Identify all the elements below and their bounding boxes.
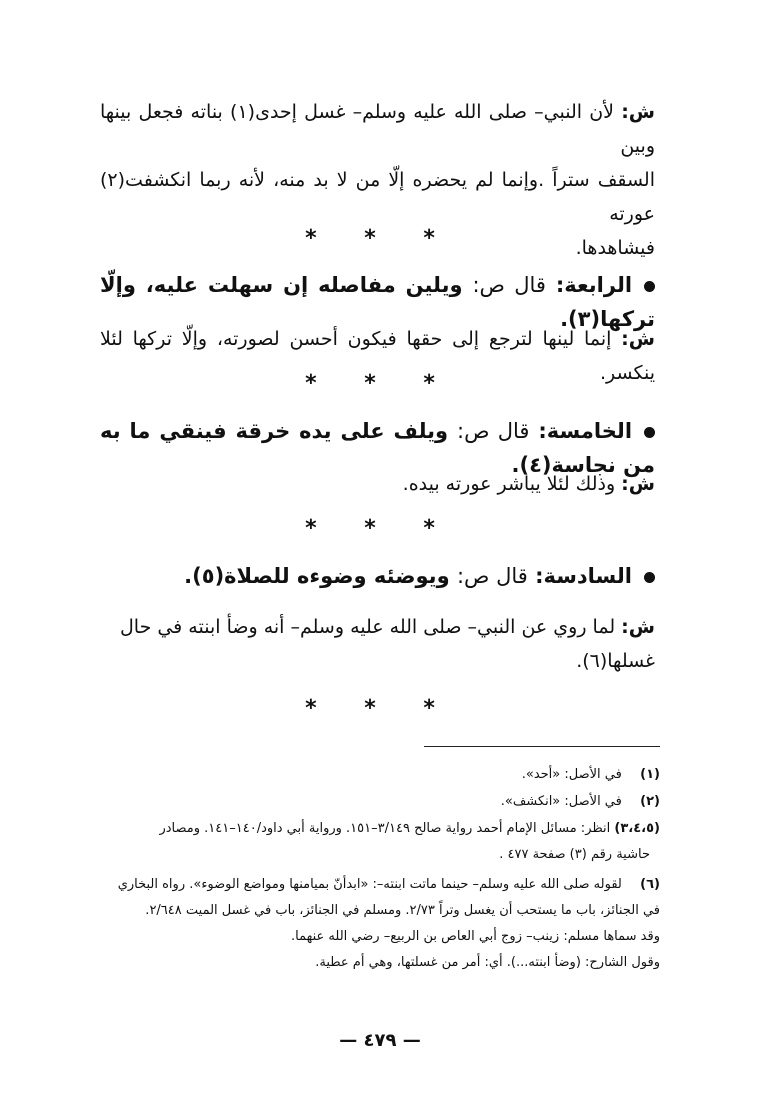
section-title: الخامسة:: [538, 419, 633, 443]
commentary-marker: ش:: [621, 101, 656, 123]
section-divider-stars: * * *: [305, 226, 455, 251]
commentary-marker: ش:: [621, 473, 655, 495]
footnote-6: [90, 872, 660, 976]
paragraph-line: [100, 95, 655, 163]
section-text: ويلف على يده خرقة فينقي ما به من نجاسة(٤).: [100, 419, 655, 477]
page-number: — ٤٧٩ —: [339, 1030, 421, 1051]
footnote-text: وقد سماها مسلم: زينب– زوج أبي العاص بن الربيع– رضي الله عنهما.: [291, 929, 660, 944]
bullet-icon: [644, 572, 655, 583]
section-text: ويوضئه وضوءه للصلاة(٥).: [184, 564, 450, 588]
footnote-line: [90, 924, 660, 950]
footnote-number: (٣،٤،٥): [614, 821, 660, 836]
footnote-text: في الأصل: «أحد».: [521, 767, 622, 782]
commentary-fifth: [100, 467, 655, 501]
footnote-text: حاشية رقم (٣) صفحة ٤٧٧ .: [499, 847, 650, 862]
section-intro: قال ص:: [456, 564, 528, 588]
footnote-text: في الجنائز، باب ما يستحب أن يغسل وتراً ٢/٧٣. ومسلم في الجنائز، باب في غسل الميت ٢/٦٤٨.: [145, 903, 660, 918]
commentary-marker: ش:: [621, 616, 655, 638]
section-text: ويلين مفاصله إن سهلت عليه، وإلّا تركها(٣).: [100, 273, 655, 331]
section-title: الرابعة:: [555, 273, 633, 297]
footnote-text: وقول الشارح: (وضأ ابنته...). أي: أمر من غسلتها، وهي أم عطية.: [315, 955, 660, 970]
commentary-text: غسلها(٦).: [576, 650, 655, 672]
section-title: السادسة:: [535, 564, 632, 588]
commentary-text: لما روي عن النبي– صلى الله عليه وسلم– أنه وضأ ابنته في حال: [119, 616, 616, 638]
commentary-marker: ش:: [621, 328, 655, 350]
footnote-line: [90, 898, 660, 924]
paragraph-line: [100, 163, 655, 231]
section-divider-stars: * * *: [305, 696, 455, 721]
footnote-1: [90, 762, 660, 788]
paragraph-text: السقف ستراً .وإنما لم يحضره إلّا من لا بد منه، لأنه ربما انكشفت(٢) عورته: [100, 169, 655, 225]
commentary-sixth: [100, 610, 655, 678]
section-divider-stars: * * *: [305, 516, 455, 541]
section-heading-sixth: [100, 559, 655, 593]
paragraph-line: [100, 644, 655, 678]
paragraph-text: لأن النبي– صلى الله عليه وسلم– غسل إحدى(١) بناته فجعل بينها وبين: [100, 101, 655, 157]
paragraph-line: [100, 610, 655, 644]
footnote-separator: [424, 746, 660, 747]
bullet-icon: [644, 281, 655, 292]
commentary-text: وذلك لئلا يباشر عورته بيده.: [402, 473, 616, 495]
paragraph-text: فيشاهدها.: [575, 237, 655, 259]
footnote-2: [90, 789, 660, 815]
footnote-line: [90, 872, 660, 898]
footnote-line: [90, 950, 660, 976]
footnote-number: (٢): [640, 794, 660, 809]
footnote-text: انظر: مسائل الإمام أحمد رواية صالح ٣/١٤٩–١٥١. ورواية أبي داود/١٤٠–١٤١. ومصادر: [159, 821, 611, 836]
footnote-number: (١): [640, 767, 660, 782]
section-intro: قال ص:: [472, 273, 546, 297]
section-intro: قال ص:: [457, 419, 530, 443]
footnote-line: [90, 816, 660, 842]
bullet-icon: [644, 427, 655, 438]
footnote-line: [90, 842, 660, 868]
section-divider-stars: * * *: [305, 371, 455, 396]
footnote-3: [90, 816, 660, 868]
footnote-text: لقوله صلى الله عليه وسلم– حينما ماتت ابنته–: «ابدأنّ بميامنها ومواضع الوضوء». رواه البخاري: [117, 877, 622, 892]
commentary-text: إنما لينها لترجع إلى حقها فيكون أحسن لصورته، وإلّا تركها لئلا ينكسر.: [100, 328, 655, 384]
footnote-number: (٦): [640, 877, 660, 892]
footnote-text: في الأصل: «انكشف».: [500, 794, 622, 809]
